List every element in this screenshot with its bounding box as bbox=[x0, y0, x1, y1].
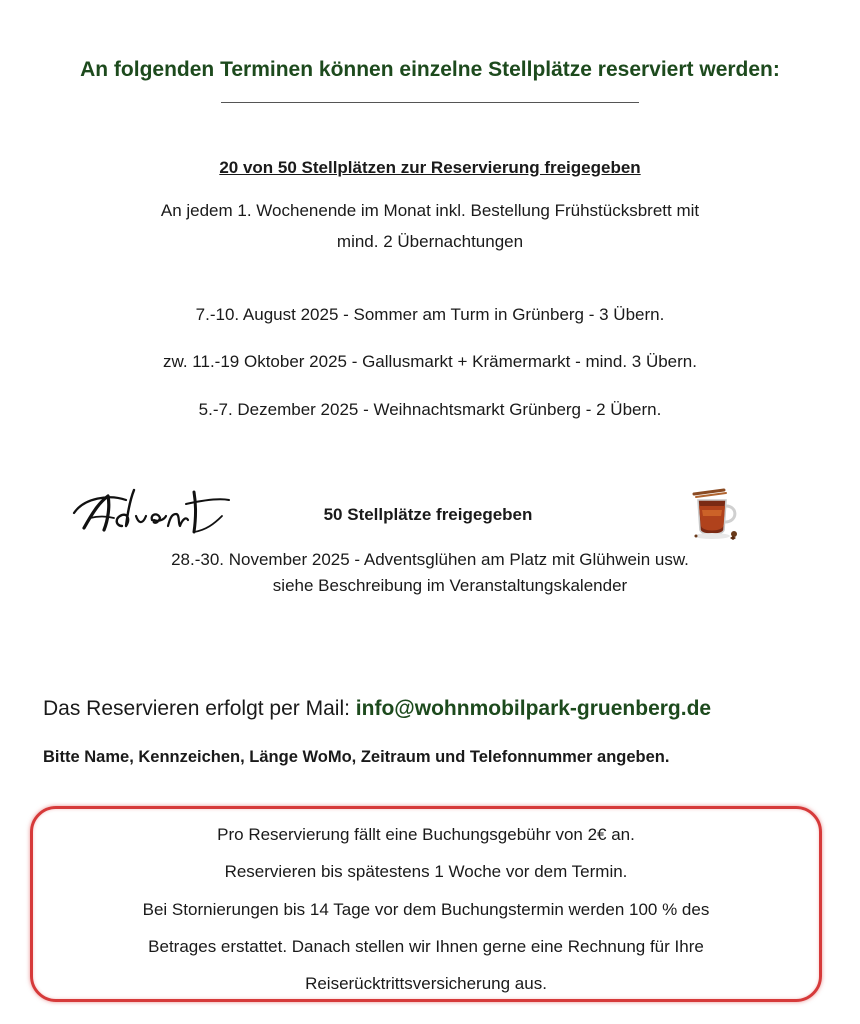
event-date-december: 5.-7. Dezember 2025 - Weihnachtsmarkt Grünberg - 2 Übern. bbox=[198, 400, 662, 419]
page-title: An folgenden Terminen können einzelne Stellplätze reserviert werden: bbox=[80, 58, 780, 81]
booking-info-box bbox=[30, 806, 822, 1002]
reservation-mail-prefix: Das Reservieren erfolgt per Mail: bbox=[43, 697, 356, 720]
reservation-email-link[interactable]: info@wohnmobilpark-gruenberg.de bbox=[355, 697, 712, 720]
cancellation-line-2: Betrages erstattet. Danach stellen wir Ihnen gerne eine Rechnung für Ihre bbox=[148, 937, 704, 956]
reservation-required-info: Bitte Name, Kennzeichen, Länge WoMo, Zeitraum und Telefonnummer angeben. bbox=[43, 748, 670, 766]
section-title-reservation: 20 von 50 Stellplätzen zur Reservierung freigegeben bbox=[219, 158, 641, 177]
monthly-weekend-line: An jedem 1. Wochenende im Monat inkl. Bestellung Frühstücksbrett mit bbox=[160, 201, 700, 220]
advent-section-title: 50 Stellplätze freigegeben bbox=[323, 505, 533, 524]
cancellation-line-3: Reiserücktrittsversicherung aus. bbox=[305, 974, 547, 993]
cancellation-line-1: Bei Stornierungen bis 14 Tage vor dem Buchungstermin werden 100 % des bbox=[142, 900, 710, 919]
event-date-august: 7.-10. August 2025 - Sommer am Turm in Grünberg - 3 Übern. bbox=[195, 305, 665, 324]
title-divider bbox=[221, 102, 639, 103]
booking-deadline-line: Reservieren bis spätestens 1 Woche vor dem Termin. bbox=[224, 862, 628, 881]
advent-calligraphy-logo bbox=[64, 480, 234, 540]
reservation-mail-line bbox=[43, 697, 711, 721]
monthly-weekend-line-2: mind. 2 Übernachtungen bbox=[336, 232, 524, 251]
advent-event-note: siehe Beschreibung im Veranstaltungskalender bbox=[272, 576, 628, 595]
mulled-wine-mug-icon bbox=[686, 486, 748, 542]
event-date-october: zw. 11.-19 Oktober 2025 - Gallusmarkt + Krämermarkt - mind. 3 Übern. bbox=[163, 352, 697, 371]
advent-event-line: 28.-30. November 2025 - Adventsglühen am Platz mit Glühwein usw. bbox=[171, 550, 689, 569]
booking-fee-line: Pro Reservierung fällt eine Buchungsgebühr von 2€ an. bbox=[217, 825, 635, 844]
